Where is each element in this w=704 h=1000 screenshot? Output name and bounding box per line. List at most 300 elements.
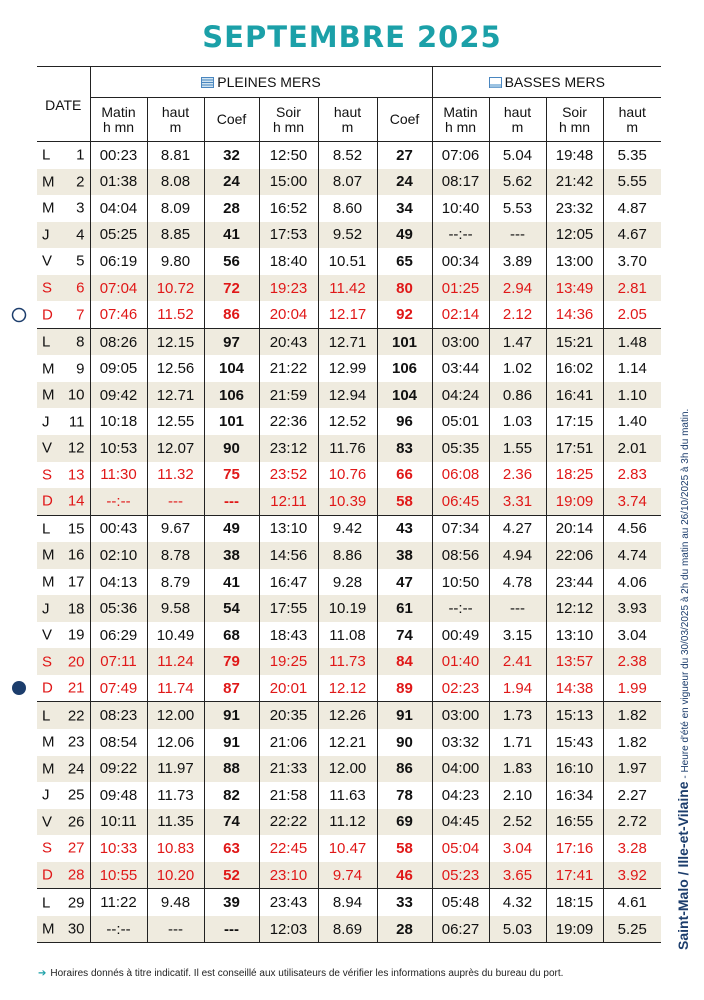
pm-soir-coef: 101 (377, 328, 432, 355)
table-row (37, 675, 661, 702)
day-letter: M (42, 199, 55, 217)
pm-soir-coef: 46 (377, 862, 432, 889)
bm-soir-time: 16:41 (546, 382, 603, 409)
table-row (37, 569, 661, 596)
bm-matin-time: 06:08 (432, 462, 489, 489)
pm-soir-coef: 24 (377, 169, 432, 196)
pm-matin-coef: 54 (204, 595, 259, 622)
col-pm-soir-coef: Coef (377, 98, 432, 142)
bm-soir-height: 3.28 (603, 835, 661, 862)
date-cell (37, 408, 90, 435)
pm-soir-height: 12.26 (318, 702, 377, 729)
sidebar (668, 320, 698, 950)
pm-matin-height: 11.35 (147, 809, 204, 836)
footer-note: ➔ Horaires donnés à titre indicatif. Il est conseillé aux utilisateurs de vérifier les informations auprès du bureau du port. (38, 968, 564, 979)
pm-matin-height: 11.73 (147, 782, 204, 809)
day-number: 14 (67, 492, 85, 510)
date-cell (37, 488, 90, 515)
pm-soir-time: 22:22 (259, 809, 318, 836)
pm-soir-time: 18:43 (259, 622, 318, 649)
date-cell (37, 222, 90, 249)
location-label: Saint-Malo / Ille-et-Vilaine (675, 781, 691, 950)
day-letter: M (42, 920, 55, 938)
pm-matin-coef: 90 (204, 435, 259, 462)
pm-soir-coef: 38 (377, 542, 432, 569)
pm-matin-time: 06:29 (90, 622, 147, 649)
bm-soir-height: 3.93 (603, 595, 661, 622)
pm-matin-coef: 39 (204, 889, 259, 916)
pm-matin-height: 10.20 (147, 862, 204, 889)
table-row (37, 595, 661, 622)
day-number: 2 (76, 173, 85, 191)
pm-matin-time: 10:18 (90, 408, 147, 435)
table-row (37, 729, 661, 756)
bm-soir-height: 2.05 (603, 301, 661, 328)
pm-soir-coef: 27 (377, 142, 432, 169)
bm-matin-height: 3.65 (489, 862, 546, 889)
pm-soir-time: 21:33 (259, 756, 318, 783)
pm-soir-height: 12.94 (318, 382, 377, 409)
bm-soir-time: 17:15 (546, 408, 603, 435)
pm-soir-coef: 58 (377, 488, 432, 515)
date-cell (37, 169, 90, 196)
bm-soir-height: 1.14 (603, 355, 661, 382)
day-number: 26 (67, 813, 85, 831)
bm-soir-time: 16:34 (546, 782, 603, 809)
pm-matin-coef: 87 (204, 675, 259, 702)
bm-soir-time: 18:15 (546, 889, 603, 916)
pm-matin-coef: 101 (204, 408, 259, 435)
bm-matin-height: 1.47 (489, 328, 546, 355)
pm-soir-height: 10.19 (318, 595, 377, 622)
pm-matin-time: 05:25 (90, 222, 147, 249)
table-row (37, 515, 661, 542)
pm-matin-coef: 106 (204, 382, 259, 409)
date-cell (37, 756, 90, 783)
bm-matin-height: 4.94 (489, 542, 546, 569)
day-number: 9 (76, 360, 85, 378)
pm-soir-time: 13:10 (259, 515, 318, 542)
pm-soir-time: 22:45 (259, 835, 318, 862)
day-number: 13 (67, 466, 85, 484)
day-number: 23 (67, 733, 85, 751)
pm-matin-time: 10:53 (90, 435, 147, 462)
table-row (37, 622, 661, 649)
bm-soir-height: 3.04 (603, 622, 661, 649)
pm-soir-height: 12.12 (318, 675, 377, 702)
pm-soir-height: 11.76 (318, 435, 377, 462)
day-letter: D (42, 306, 53, 324)
col-pm-matin-haut: haut m (147, 98, 204, 142)
bm-matin-time: 10:40 (432, 195, 489, 222)
pm-soir-coef: 92 (377, 301, 432, 328)
pm-matin-coef: 24 (204, 169, 259, 196)
pm-matin-height: 12.00 (147, 702, 204, 729)
day-number: 27 (67, 839, 85, 857)
pm-soir-height: 11.63 (318, 782, 377, 809)
bm-soir-height: 2.83 (603, 462, 661, 489)
pm-matin-coef: 72 (204, 275, 259, 302)
pm-matin-coef: 88 (204, 756, 259, 783)
pm-soir-coef: 96 (377, 408, 432, 435)
pm-soir-height: 12.99 (318, 355, 377, 382)
pm-matin-time: 07:49 (90, 675, 147, 702)
bm-soir-height: 1.82 (603, 702, 661, 729)
pm-matin-coef: 91 (204, 702, 259, 729)
pm-soir-time: 17:55 (259, 595, 318, 622)
pm-matin-height: 12.06 (147, 729, 204, 756)
day-number: 1 (76, 146, 85, 164)
day-letter: L (42, 333, 51, 351)
pm-matin-coef: 28 (204, 195, 259, 222)
pm-soir-time: 21:06 (259, 729, 318, 756)
pm-soir-height: 11.42 (318, 275, 377, 302)
pm-soir-time: 23:10 (259, 862, 318, 889)
bm-soir-height: 1.10 (603, 382, 661, 409)
pm-matin-height: 10.83 (147, 835, 204, 862)
day-letter: L (42, 894, 51, 912)
bm-matin-height: 5.53 (489, 195, 546, 222)
date-cell (37, 782, 90, 809)
date-cell (37, 702, 90, 729)
day-letter: D (42, 679, 53, 697)
day-number: 21 (67, 679, 85, 697)
bm-soir-time: 21:42 (546, 169, 603, 196)
bm-soir-time: 19:09 (546, 488, 603, 515)
table-row (37, 542, 661, 569)
pm-matin-coef: 49 (204, 515, 259, 542)
summer-time-note: - Heure d'été en vigueur du 30/03/2025 à 2h du matin au 26/10/2025 à 3h du matin. (680, 408, 691, 782)
bm-soir-time: 18:25 (546, 462, 603, 489)
bm-soir-height: 3.70 (603, 248, 661, 275)
pm-soir-height: 9.52 (318, 222, 377, 249)
pm-matin-coef: 74 (204, 809, 259, 836)
day-letter: J (42, 600, 50, 618)
pm-matin-time: 07:04 (90, 275, 147, 302)
pm-soir-time: 19:25 (259, 648, 318, 675)
day-number: 8 (76, 333, 85, 351)
day-number: 16 (67, 546, 85, 564)
bm-soir-height: 4.56 (603, 515, 661, 542)
bm-matin-height: 1.94 (489, 675, 546, 702)
bm-matin-height: 3.04 (489, 835, 546, 862)
table-row (37, 702, 661, 729)
day-letter: S (42, 653, 53, 671)
bm-matin-height: 4.32 (489, 889, 546, 916)
pm-matin-time: 04:04 (90, 195, 147, 222)
pm-matin-height: --- (147, 488, 204, 515)
pm-matin-height: 11.97 (147, 756, 204, 783)
bm-matin-time: 00:34 (432, 248, 489, 275)
pm-matin-height: 11.32 (147, 462, 204, 489)
pm-soir-time: 23:12 (259, 435, 318, 462)
date-cell (37, 462, 90, 489)
bm-matin-height: 2.52 (489, 809, 546, 836)
pm-matin-height: 9.48 (147, 889, 204, 916)
bm-soir-height: 2.27 (603, 782, 661, 809)
date-cell (37, 835, 90, 862)
bm-matin-height: 5.04 (489, 142, 546, 169)
pm-matin-height: 10.49 (147, 622, 204, 649)
table-row (37, 382, 661, 409)
pm-matin-height: 8.08 (147, 169, 204, 196)
bm-soir-time: 20:14 (546, 515, 603, 542)
pm-soir-coef: 86 (377, 756, 432, 783)
bm-matin-height: 3.89 (489, 248, 546, 275)
bm-matin-time: 03:00 (432, 702, 489, 729)
table-row (37, 301, 661, 328)
pm-soir-coef: 34 (377, 195, 432, 222)
pm-soir-time: 12:50 (259, 142, 318, 169)
day-letter: L (42, 707, 51, 725)
bm-soir-time: 23:32 (546, 195, 603, 222)
pm-soir-coef: 89 (377, 675, 432, 702)
bm-matin-height: 2.41 (489, 648, 546, 675)
bm-matin-time: 05:04 (432, 835, 489, 862)
pm-matin-height: 9.67 (147, 515, 204, 542)
pm-matin-time: 07:46 (90, 301, 147, 328)
bm-matin-time: 07:34 (432, 515, 489, 542)
table-row (37, 355, 661, 382)
bm-matin-height: 0.86 (489, 382, 546, 409)
pm-soir-coef: 83 (377, 435, 432, 462)
pm-soir-time: 22:36 (259, 408, 318, 435)
low-tide-icon (489, 77, 502, 88)
pm-matin-coef: 79 (204, 648, 259, 675)
bm-soir-time: 13:49 (546, 275, 603, 302)
pm-matin-time: 08:54 (90, 729, 147, 756)
date-cell (37, 435, 90, 462)
pm-soir-height: 12.71 (318, 328, 377, 355)
table-row (37, 782, 661, 809)
pm-soir-time: 21:22 (259, 355, 318, 382)
day-letter: V (42, 252, 53, 270)
pm-matin-height: 11.24 (147, 648, 204, 675)
date-cell (37, 595, 90, 622)
pm-matin-coef: 75 (204, 462, 259, 489)
day-number: 3 (76, 199, 85, 217)
day-number: 20 (67, 653, 85, 671)
bm-soir-time: 15:43 (546, 729, 603, 756)
date-cell (37, 515, 90, 542)
bm-matin-time: 03:44 (432, 355, 489, 382)
day-number: 4 (76, 226, 85, 244)
pm-matin-coef: 82 (204, 782, 259, 809)
pm-matin-coef: 104 (204, 355, 259, 382)
pm-matin-time: 04:13 (90, 569, 147, 596)
bm-matin-height: 2.12 (489, 301, 546, 328)
pm-matin-coef: 41 (204, 569, 259, 596)
day-letter: S (42, 466, 53, 484)
pm-matin-coef: 38 (204, 542, 259, 569)
pm-matin-time: 08:26 (90, 328, 147, 355)
pm-soir-coef: 80 (377, 275, 432, 302)
pm-soir-height: 12.17 (318, 301, 377, 328)
table-row (37, 809, 661, 836)
pm-matin-time: 09:05 (90, 355, 147, 382)
date-cell (37, 195, 90, 222)
bm-soir-height: 4.61 (603, 889, 661, 916)
date-cell (37, 275, 90, 302)
pm-soir-height: 11.73 (318, 648, 377, 675)
day-number: 28 (67, 866, 85, 884)
pm-soir-time: 20:35 (259, 702, 318, 729)
date-cell (37, 889, 90, 916)
bm-soir-height: 1.40 (603, 408, 661, 435)
bm-soir-height: 2.01 (603, 435, 661, 462)
pm-matin-coef: 86 (204, 301, 259, 328)
table-row (37, 648, 661, 675)
pm-matin-time: 07:11 (90, 648, 147, 675)
day-number: 30 (67, 920, 85, 938)
pm-matin-time: 11:22 (90, 889, 147, 916)
high-tides-header: PLEINES MERS (90, 67, 432, 98)
pm-soir-time: 15:00 (259, 169, 318, 196)
date-header: DATE (37, 67, 90, 142)
pm-soir-time: 20:43 (259, 328, 318, 355)
day-number: 25 (67, 786, 85, 804)
bm-matin-height: 5.62 (489, 169, 546, 196)
high-tide-icon (201, 77, 214, 88)
bm-matin-time: 01:25 (432, 275, 489, 302)
bm-matin-time: --:-- (432, 595, 489, 622)
pm-matin-time: 05:36 (90, 595, 147, 622)
first-quarter-moon-icon (10, 920, 28, 938)
bm-soir-height: 2.81 (603, 275, 661, 302)
bm-matin-time: --:-- (432, 222, 489, 249)
col-pm-soir-haut: haut m (318, 98, 377, 142)
pm-soir-coef: 84 (377, 648, 432, 675)
bm-matin-height: 1.03 (489, 408, 546, 435)
pm-soir-time: 16:52 (259, 195, 318, 222)
pm-matin-height: --- (147, 916, 204, 943)
col-bm-matin-haut: haut m (489, 98, 546, 142)
table-row (37, 835, 661, 862)
bm-matin-height: 1.02 (489, 355, 546, 382)
bm-soir-height: 1.97 (603, 756, 661, 783)
bm-soir-time: 19:48 (546, 142, 603, 169)
pm-soir-time: 23:43 (259, 889, 318, 916)
full-moon-icon (10, 306, 28, 324)
bm-soir-height: 4.87 (603, 195, 661, 222)
arrow-right-icon: ➔ (38, 968, 47, 979)
bm-soir-time: 15:13 (546, 702, 603, 729)
table-row (37, 248, 661, 275)
col-bm-matin: Matin h mn (432, 98, 489, 142)
last-quarter-moon-icon (10, 493, 28, 511)
table-row (37, 916, 661, 943)
day-number: 29 (67, 894, 85, 912)
pm-matin-time: 01:38 (90, 169, 147, 196)
pm-matin-time: --:-- (90, 488, 147, 515)
bm-soir-time: 13:00 (546, 248, 603, 275)
bm-matin-time: 05:01 (432, 408, 489, 435)
pm-soir-coef: 78 (377, 782, 432, 809)
date-cell (37, 542, 90, 569)
day-number: 24 (67, 760, 85, 778)
date-cell (37, 675, 90, 702)
bm-soir-height: 3.74 (603, 488, 661, 515)
bm-matin-time: 08:56 (432, 542, 489, 569)
bm-matin-time: 04:45 (432, 809, 489, 836)
pm-matin-coef: --- (204, 916, 259, 943)
bm-matin-height: 2.94 (489, 275, 546, 302)
day-number: 15 (67, 520, 85, 538)
pm-soir-height: 11.12 (318, 809, 377, 836)
col-pm-soir: Soir h mn (259, 98, 318, 142)
table-row (37, 275, 661, 302)
bm-matin-time: 06:45 (432, 488, 489, 515)
pm-soir-time: 19:23 (259, 275, 318, 302)
date-cell (37, 382, 90, 409)
pm-matin-time: 08:23 (90, 702, 147, 729)
day-letter: V (42, 439, 53, 457)
bm-matin-time: 06:27 (432, 916, 489, 943)
pm-soir-coef: 43 (377, 515, 432, 542)
pm-soir-height: 8.94 (318, 889, 377, 916)
bm-matin-height: 3.15 (489, 622, 546, 649)
pm-matin-height: 10.72 (147, 275, 204, 302)
table-row (37, 435, 661, 462)
bm-soir-height: 4.74 (603, 542, 661, 569)
pm-matin-height: 8.81 (147, 142, 204, 169)
bm-soir-height: 2.72 (603, 809, 661, 836)
pm-matin-height: 8.09 (147, 195, 204, 222)
day-letter: M (42, 360, 55, 378)
day-number: 12 (67, 439, 85, 457)
pm-soir-coef: 61 (377, 595, 432, 622)
day-number: 22 (67, 707, 85, 725)
bm-matin-time: 08:17 (432, 169, 489, 196)
pm-soir-time: 21:59 (259, 382, 318, 409)
pm-soir-coef: 69 (377, 809, 432, 836)
bm-matin-time: 05:35 (432, 435, 489, 462)
date-cell (37, 301, 90, 328)
bm-soir-time: 17:51 (546, 435, 603, 462)
bm-matin-height: 1.71 (489, 729, 546, 756)
bm-matin-height: 2.36 (489, 462, 546, 489)
pm-matin-height: 8.79 (147, 569, 204, 596)
bm-matin-height: 2.10 (489, 782, 546, 809)
pm-soir-height: 9.74 (318, 862, 377, 889)
bm-matin-time: 04:24 (432, 382, 489, 409)
bm-soir-time: 14:38 (546, 675, 603, 702)
pm-soir-height: 10.47 (318, 835, 377, 862)
pm-matin-height: 12.55 (147, 408, 204, 435)
pm-matin-height: 12.15 (147, 328, 204, 355)
day-letter: J (42, 786, 50, 804)
bm-matin-time: 10:50 (432, 569, 489, 596)
pm-matin-coef: 32 (204, 142, 259, 169)
pm-soir-coef: 106 (377, 355, 432, 382)
pm-matin-coef: --- (204, 488, 259, 515)
pm-matin-height: 9.58 (147, 595, 204, 622)
date-cell (37, 569, 90, 596)
col-pm-matin: Matin h mn (90, 98, 147, 142)
table-row (37, 169, 661, 196)
col-bm-soir: Soir h mn (546, 98, 603, 142)
day-letter: J (42, 413, 50, 431)
pm-soir-height: 8.07 (318, 169, 377, 196)
pm-matin-time: 02:10 (90, 542, 147, 569)
bm-soir-time: 22:06 (546, 542, 603, 569)
pm-soir-time: 16:47 (259, 569, 318, 596)
pm-soir-time: 18:40 (259, 248, 318, 275)
day-letter: V (42, 813, 53, 831)
pm-soir-coef: 90 (377, 729, 432, 756)
bm-soir-height: 1.48 (603, 328, 661, 355)
day-number: 17 (67, 573, 85, 591)
